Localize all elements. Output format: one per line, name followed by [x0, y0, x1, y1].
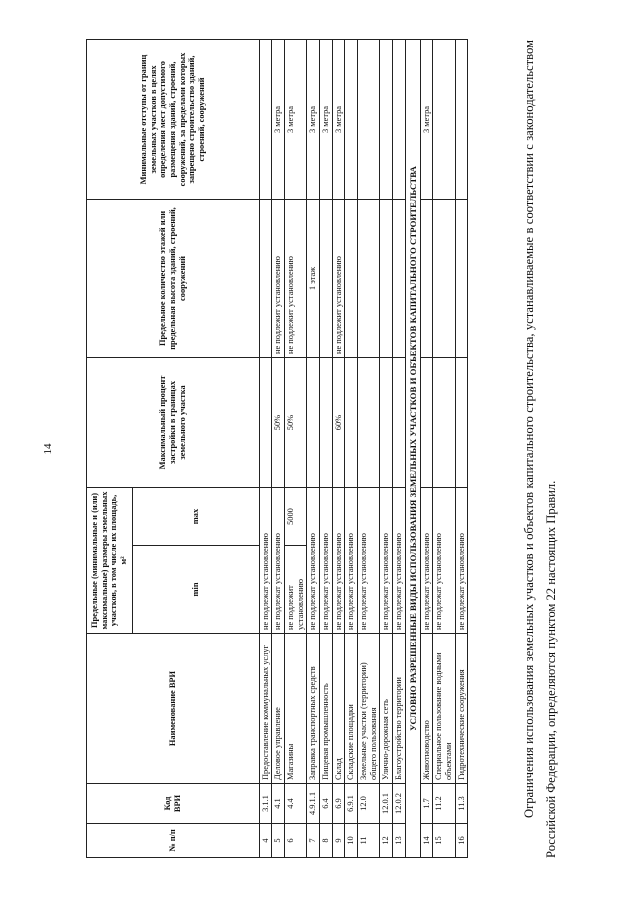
- cell-percent: 50%: [272, 358, 285, 488]
- table-row: [345, 40, 358, 858]
- header-size-group: Предельные (минимальные и (или) максимальные) размеры земельных участков, в том числе их площадь, м²: [87, 488, 133, 634]
- cell-name: Предоставление коммунальных услуг: [259, 634, 272, 784]
- table-row: [307, 40, 320, 858]
- cell-name: Гидротехнические сооружения: [455, 634, 468, 784]
- cell-setback: 3 метра: [284, 40, 306, 200]
- cell-floors: [455, 200, 468, 358]
- cell-size: не подлежат установлению: [307, 488, 320, 634]
- rotated-sheet: [86, 40, 576, 858]
- cell-code: 1.7: [420, 784, 433, 824]
- regulations-table: [86, 39, 468, 858]
- cell-floors: [380, 200, 393, 358]
- cell-code: 6.4: [319, 784, 332, 824]
- cell-size: не подлежат установлению: [259, 488, 272, 634]
- cell-name: Животноводство: [420, 634, 433, 784]
- cell-num: 4: [259, 824, 272, 858]
- cell-percent: [455, 358, 468, 488]
- cell-setback: 3 метра: [420, 40, 433, 200]
- header-row: [87, 40, 133, 858]
- cell-floors: [319, 200, 332, 358]
- page-number: 14: [42, 443, 54, 455]
- cell-setback: [357, 40, 379, 200]
- cell-name: Специальное пользование водными объектами: [433, 634, 455, 784]
- cell-code: 4.9.1.1: [307, 784, 320, 824]
- cell-percent: 50%: [284, 358, 306, 488]
- cell-num: 7: [307, 824, 320, 858]
- cell-percent: [420, 358, 433, 488]
- cell-floors: не подлежит установлению: [332, 200, 345, 358]
- cell-floors: [433, 200, 455, 358]
- cell-name: Заправка транспортных средств: [307, 634, 320, 784]
- cell-num: 5: [272, 824, 285, 858]
- cell-max: 5000: [284, 488, 306, 546]
- cell-name: Складские площадки: [345, 634, 358, 784]
- cell-floors: [392, 200, 405, 358]
- table-row: [455, 40, 468, 858]
- cell-size: не подлежат установлению: [380, 488, 393, 634]
- table-row: [380, 40, 393, 858]
- cell-num: 15: [433, 824, 455, 858]
- table-row: [332, 40, 345, 858]
- table-row: [420, 40, 433, 858]
- cell-code: 3.1.1: [259, 784, 272, 824]
- cell-num: 8: [319, 824, 332, 858]
- cell-num: 6: [284, 824, 306, 858]
- header-max: max: [132, 488, 259, 546]
- cell-code: 6.9: [332, 784, 345, 824]
- cell-setback: [259, 40, 272, 200]
- cell-percent: [392, 358, 405, 488]
- restrictions-note: Ограничения использования земельных участков и объектов капитального строительства, устанавливаемые в соответствии с законодательством Российской Федерации, определяются пунктом 22 настоящих Правил.: [522, 40, 559, 858]
- cell-name: Деловое управление: [272, 634, 285, 784]
- cell-num: 10: [345, 824, 358, 858]
- cell-percent: [319, 358, 332, 488]
- cell-floors: [420, 200, 433, 358]
- cell-floors: [259, 200, 272, 358]
- table-row: [392, 40, 405, 858]
- cell-setback: [380, 40, 393, 200]
- cell-setback: [392, 40, 405, 200]
- cell-num: 13: [392, 824, 405, 858]
- cell-setback: [345, 40, 358, 200]
- cell-code: 4.4: [284, 784, 306, 824]
- cell-percent: [433, 358, 455, 488]
- cell-setback: [455, 40, 468, 200]
- cell-num: 9: [332, 824, 345, 858]
- header-min: min: [132, 546, 259, 634]
- header-percent: Максимальный процент застройки в границах земельного участка: [87, 358, 260, 488]
- table-row: [319, 40, 332, 858]
- table-row: [272, 40, 285, 858]
- cell-size: не подлежат установлению: [392, 488, 405, 634]
- table-row: [357, 40, 379, 858]
- cell-percent: [357, 358, 379, 488]
- section-row: [405, 40, 420, 858]
- cell-name: Склад: [332, 634, 345, 784]
- cell-code: 12.0.2: [392, 784, 405, 824]
- cell-floors: [345, 200, 358, 358]
- cell-code: 12.0: [357, 784, 379, 824]
- cell-floors: [357, 200, 379, 358]
- cell-code: 11.3: [455, 784, 468, 824]
- cell-name: Улично-дорожная сеть: [380, 634, 393, 784]
- cell-setback: 3 метра: [319, 40, 332, 200]
- cell-num: 14: [420, 824, 433, 858]
- cell-name: Магазины: [284, 634, 306, 784]
- cell-setback: 3 метра: [272, 40, 285, 200]
- cell-num: 11: [357, 824, 379, 858]
- cell-percent: [380, 358, 393, 488]
- cell-percent: 60%: [332, 358, 345, 488]
- cell-floors: не подлежит установлению: [284, 200, 306, 358]
- cell-code: 12.0.1: [380, 784, 393, 824]
- cell-code: 4.1: [272, 784, 285, 824]
- cell-name: Пищевая промышленность: [319, 634, 332, 784]
- cell-size: не подлежат установлению: [420, 488, 433, 634]
- cell-code: 11.2: [433, 784, 455, 824]
- cell-setback: 3 метра: [307, 40, 320, 200]
- cell-size: не подлежат установлению: [433, 488, 455, 634]
- cell-size: не подлежат установлению: [345, 488, 358, 634]
- cell-name: Благоустройство территории: [392, 634, 405, 784]
- cell-floors: 1 этаж: [307, 200, 320, 358]
- table-row: [433, 40, 455, 858]
- cell-code: 6.9.1: [345, 784, 358, 824]
- header-code: Код ВРИ: [87, 784, 260, 824]
- header-num: № п/п: [87, 824, 260, 858]
- cell-floors: не подлежит установлению: [272, 200, 285, 358]
- cell-size: не подлежат установлению: [272, 488, 285, 634]
- cell-num: 16: [455, 824, 468, 858]
- cell-percent: [259, 358, 272, 488]
- cell-num: 12: [380, 824, 393, 858]
- cell-size: не подлежат установлению: [455, 488, 468, 634]
- cell-size: не подлежат установлению: [357, 488, 379, 634]
- header-name: Наименование ВРИ: [87, 634, 260, 784]
- section-title: УСЛОВНО РАЗРЕШЕННЫЕ ВИДЫ ИСПОЛЬЗОВАНИЯ ЗЕМЕЛЬНЫХ УЧАСТКОВ И ОБЪЕКТОВ КАПИТАЛЬНОГО СТРОИТЕЛЬСТВА: [405, 40, 420, 858]
- cell-size: не подлежат установлению: [319, 488, 332, 634]
- table-row: [284, 40, 306, 858]
- cell-percent: [345, 358, 358, 488]
- header-setback: Минимальные отступы от границ земельных участков в целях определения мест допустимого размещения зданий, строений, сооружений, за пределами которых запрещено строительство зданий, строений, сооружений: [87, 40, 260, 200]
- cell-size: не подлежат установлению: [332, 488, 345, 634]
- cell-setback: 3 метра: [332, 40, 345, 200]
- cell-setback: [433, 40, 455, 200]
- cell-percent: [307, 358, 320, 488]
- cell-min: не подлежит установлению: [284, 546, 306, 634]
- header-floors: Предельное количество этажей или предельная высота зданий, строений, сооружений: [87, 200, 260, 358]
- cell-name: Земельные участки (территории) общего пользования: [357, 634, 379, 784]
- table-row: [259, 40, 272, 858]
